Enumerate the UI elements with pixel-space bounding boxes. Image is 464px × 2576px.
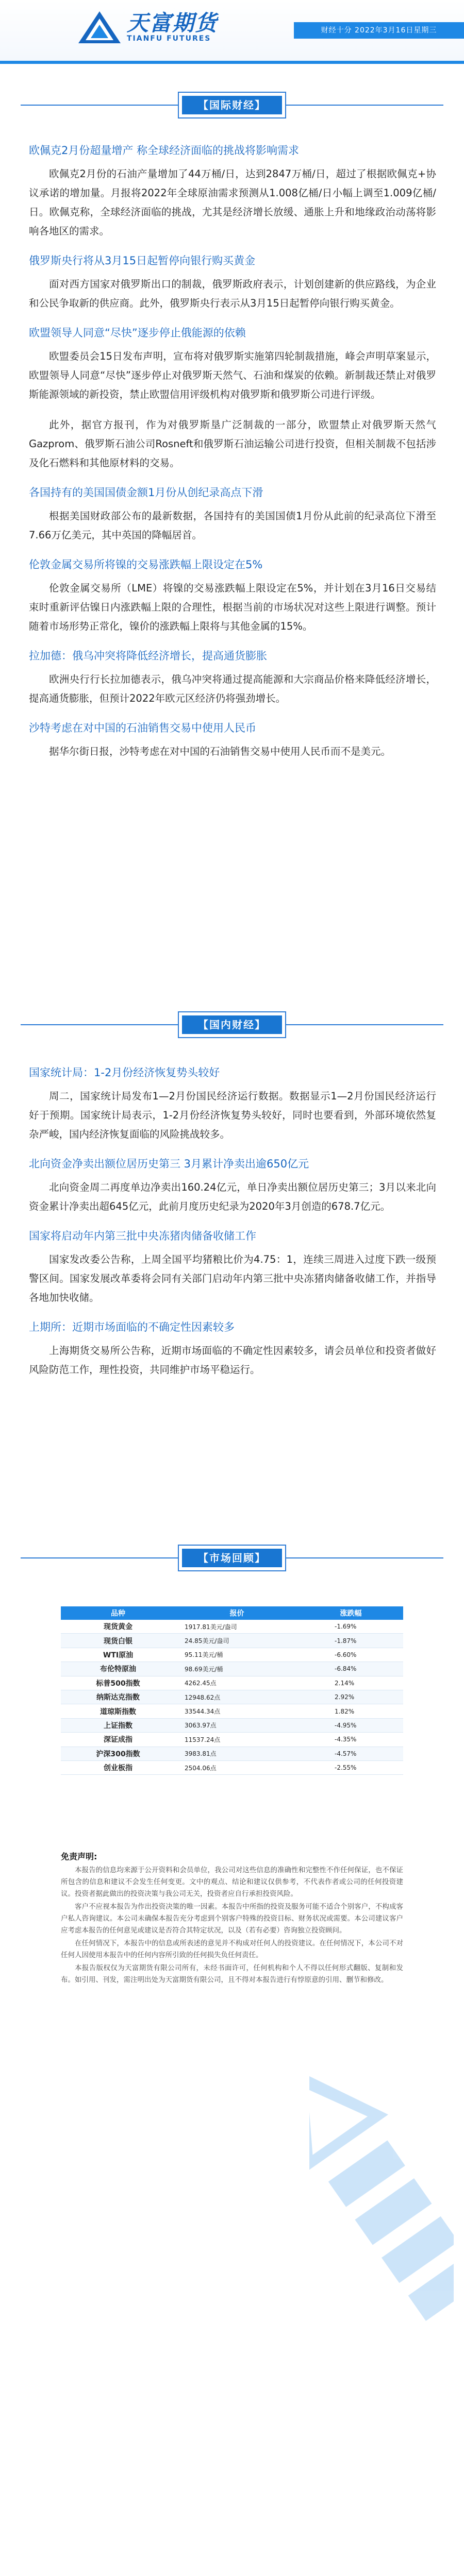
- watermark-logo: [309, 2009, 454, 2380]
- instrument-name: 上证指数: [61, 1718, 175, 1732]
- instrument-name: 道琼斯指数: [61, 1704, 175, 1718]
- table-row: [61, 1634, 403, 1648]
- article-paragraph: 面对西方国家对俄罗斯出口的制裁，俄罗斯政府表示，计划创建新的供应路线，为企业和公民争取新的供应商。此外，俄罗斯央行表示从3月15日起暂停向银行购买黄金。: [29, 278, 436, 309]
- article-paragraph: 国家发改委公告称，上周全国平均猪粮比价为4.75：1，连续三周进入过度下跌一级预警区间。国家发展改革委将会同有关部门启动年内第三批中央冻猪肉储备收储工作，并指导各地加快收储。: [29, 1253, 436, 1303]
- article-paragraph: 此外，据官方报刊，作为对俄罗斯垦广泛制裁的一部分，欧盟禁止对俄罗斯天然气Gazprom、俄罗斯石油公司Rosneft和俄罗斯石油运输公司进行投资，但相关制裁不包括涉及化石燃料和其他原材料的交易。: [29, 419, 436, 469]
- issue-date-bar: 财经十分 2022年3月16日星期三: [294, 22, 464, 39]
- instrument-change: -2.55%: [299, 1760, 403, 1774]
- instrument-change: -1.87%: [299, 1634, 403, 1648]
- instrument-change: -1.69%: [299, 1620, 403, 1634]
- table-row: [61, 1747, 403, 1760]
- table-header: 涨跌幅: [299, 1606, 403, 1620]
- disclaimer-paragraph: 本报告的信息均来源于公开资料和会员单位，我公司对这些信息的准确性和完整性不作任何保证，也不保证所包含的信息和建议不会发生任何变更。文中的观点、结论和建议仅供参考，不代表作者或公司的任何投资建议。投资者据此做出的投资决策与我公司无关，投资者应自行承担投资风险。: [61, 1866, 403, 1898]
- article-headline: 俄罗斯央行将从3月15日起暂停向银行购买黄金: [29, 255, 256, 267]
- disclaimer-paragraph: 本报告版权仅为天富期货有限公司所有，未经书面许可，任何机构和个人不得以任何形式翻版、复制和发布。如引用、刊发，需注明出处为天富期货有限公司，且不得对本报告进行有悖原意的引用、删节和修改。: [61, 1964, 403, 1984]
- article-paragraph: 欧佩克2月份的石油产量增加了44万桶/日，达到2847万桶/日，超过了根据欧佩克+协议承诺的增加量。月报将2022年全球原油需求预测从1.008亿桶/日小幅上调至1.009亿桶/日。欧佩克称，全球经济面临的挑战，尤其是经济增长放缓、通胀上升和地缘政治动荡将影响各地区的需求。: [29, 168, 436, 237]
- table-row: [61, 1704, 403, 1718]
- article-paragraph: 周二，国家统计局发布1—2月份国民经济运行数据。数据显示1—2月份国民经济运行好于预期。国家统计局表示，1-2月份经济恢复势头较好，同时也要看到，外部环境依然复杂严峻，国内经济恢复面临的风险挑战较多。: [29, 1090, 436, 1140]
- article-headline: 欧盟领导人同意“尽快”逐步停止俄能源的依赖: [29, 327, 246, 339]
- tianfu-logo-icon: [77, 10, 122, 44]
- instrument-price: 2504.06点: [175, 1760, 299, 1774]
- article-headline: 伦敦金属交易所将镍的交易涨跌幅上限设定在5%: [29, 558, 263, 571]
- instrument-price: 11537.24点: [175, 1733, 299, 1747]
- disclaimer-paragraph: 客户不应视本报告为作出投资决策的唯一因素。本报告中所指的投资及服务可能不适合个别客户，不构成客户私人咨询建议。本公司未确保本报告充分考虑到个别客户特殊的投资目标、财务状况或需要。本公司建议客户应考虑本报告的任何意见或建议是否符合其特定状况，以及（若有必要）咨询独立投资顾问。: [61, 1903, 403, 1935]
- instrument-name: 深证成指: [61, 1733, 175, 1747]
- table-row: [61, 1760, 403, 1774]
- instrument-name: WTI原油: [61, 1648, 175, 1662]
- table-row: [61, 1690, 403, 1704]
- instrument-name: 现货黄金: [61, 1620, 175, 1634]
- market-table: [61, 1606, 403, 1775]
- table-row: [61, 1676, 403, 1690]
- instrument-price: 3983.81点: [175, 1747, 299, 1760]
- article-paragraph: 欧盟委员会15日发布声明，宣布将对俄罗斯实施第四轮制裁措施，峰会声明草案显示，欧盟领导人同意“尽快”逐步停止对俄罗斯天然气、石油和煤炭的依赖。新制裁还禁止对俄罗斯能源领域的新投资，禁止欧盟信用评级机构对俄罗斯和俄罗斯公司进行评级。: [29, 350, 436, 400]
- section-banner-market: [0, 1540, 464, 1577]
- instrument-name: 纳斯达克指数: [61, 1690, 175, 1704]
- instrument-change: 2.92%: [299, 1690, 403, 1704]
- table-row: [61, 1733, 403, 1747]
- disclaimer: [61, 1851, 403, 1987]
- article-headline: 欧佩克2月份超量增产 称全球经济面临的挑战将影响需求: [29, 144, 300, 157]
- article-headline: 各国持有的美国国债金额1月份从创纪录高点下滑: [29, 486, 263, 499]
- article-headline: 国家统计局：1-2月份经济恢复势头较好: [29, 1066, 220, 1079]
- article-headline: 拉加德：俄乌冲突将降低经济增长，提高通货膨胀: [29, 650, 267, 662]
- article-paragraph: 北向资金周二再度单边净卖出160.24亿元，单日净卖出额位居历史第三；3月以来北向资金累计净卖出超645亿元，此前月度历史纪录为2020年3月创造的678.7亿元。: [29, 1181, 436, 1212]
- logo-chinese-name: 天富期货: [127, 10, 218, 36]
- table-row: [61, 1718, 403, 1732]
- article-paragraph: 伦敦金属交易所（LME）将镍的交易涨跌幅上限设定在5%，并计划在3月16日交易结束时重新评估镍日内涨跌幅上限的合理性，根据当前的市场状况对这些上限进行调整。预计随着市场形势正常化，镍价的涨跌幅上限将与其他金属的15%。: [29, 582, 436, 632]
- section-banner-domestic: [0, 1007, 464, 1043]
- instrument-name: 沪深300指数: [61, 1747, 175, 1760]
- article-paragraph: 根据美国财政部公布的最新数据，各国持有的美国国债1月份从此前的纪录高位下滑至7.66万亿美元，其中英国的降幅居首。: [29, 510, 436, 541]
- disclaimer-paragraph: 在任何情况下，本报告中的信息或所表述的意见并不构成对任何人的投资建议。在任何情况下，本公司不对任何人因使用本报告中的任何内容所引致的任何损失负任何责任。: [61, 1939, 403, 1959]
- instrument-price: 98.69美元/桶: [175, 1662, 299, 1676]
- instrument-name: 现货白银: [61, 1634, 175, 1648]
- instrument-name: 布伦特原油: [61, 1662, 175, 1676]
- company-logo: [77, 10, 218, 44]
- instrument-change: -4.95%: [299, 1718, 403, 1732]
- instrument-price: 4262.45点: [175, 1676, 299, 1690]
- instrument-price: 1917.81美元/盎司: [175, 1620, 299, 1634]
- instrument-change: -6.60%: [299, 1648, 403, 1662]
- table-row: [61, 1620, 403, 1634]
- table-header: 报价: [175, 1606, 299, 1620]
- article-headline: 上期所：近期市场面临的不确定性因素较多: [29, 1321, 235, 1333]
- section-title: 【国际财经】: [182, 96, 282, 114]
- instrument-price: 24.85美元/盎司: [175, 1634, 299, 1648]
- article-paragraph: 欧洲央行行长拉加德表示，俄乌冲突将通过提高能源和大宗商品价格来降低经济增长，提高通货膨胀，但预计2022年欧元区经济仍将强劲增长。: [29, 673, 436, 704]
- instrument-change: 1.82%: [299, 1704, 403, 1718]
- header-divider: [0, 61, 464, 64]
- section-banner-international: [0, 88, 464, 124]
- instrument-price: 3063.97点: [175, 1718, 299, 1732]
- section-title: 【国内财经】: [182, 1015, 282, 1034]
- instrument-price: 33544.34点: [175, 1704, 299, 1718]
- table-row: [61, 1662, 403, 1676]
- disclaimer-title: 免责声明:: [61, 1852, 97, 1861]
- article-headline: 北向资金净卖出额位居历史第三 3月累计净卖出逾650亿元: [29, 1158, 309, 1170]
- instrument-change: -4.57%: [299, 1747, 403, 1760]
- article-paragraph: 据华尔街日报，沙特考虑在对中国的石油销售交易中使用人民币而不是美元。: [49, 745, 391, 757]
- instrument-change: 2.14%: [299, 1676, 403, 1690]
- article-headline: 国家将启动年内第三批中央冻猪肉储备收储工作: [29, 1230, 256, 1242]
- instrument-price: 12948.62点: [175, 1690, 299, 1704]
- section-title: 【市场回顾】: [182, 1549, 282, 1567]
- header: [0, 0, 464, 61]
- logo-english-name: TIANFU FUTURES: [127, 35, 211, 43]
- table-row: [61, 1648, 403, 1662]
- instrument-name: 创业板指: [61, 1760, 175, 1774]
- instrument-price: 95.11美元/桶: [175, 1648, 299, 1662]
- instrument-name: 标普500指数: [61, 1676, 175, 1690]
- article-headline: 沙特考虑在对中国的石油销售交易中使用人民币: [29, 722, 256, 734]
- table-header: 品种: [61, 1606, 175, 1620]
- domestic-news: [29, 1064, 436, 1391]
- instrument-change: -6.84%: [299, 1662, 403, 1676]
- international-news: [29, 142, 436, 772]
- article-paragraph: 上海期货交易所公告称，近期市场面临的不确定性因素较多，请会员单位和投资者做好风险防范工作，理性投资，共同维护市场平稳运行。: [29, 1345, 436, 1376]
- instrument-change: -4.35%: [299, 1733, 403, 1747]
